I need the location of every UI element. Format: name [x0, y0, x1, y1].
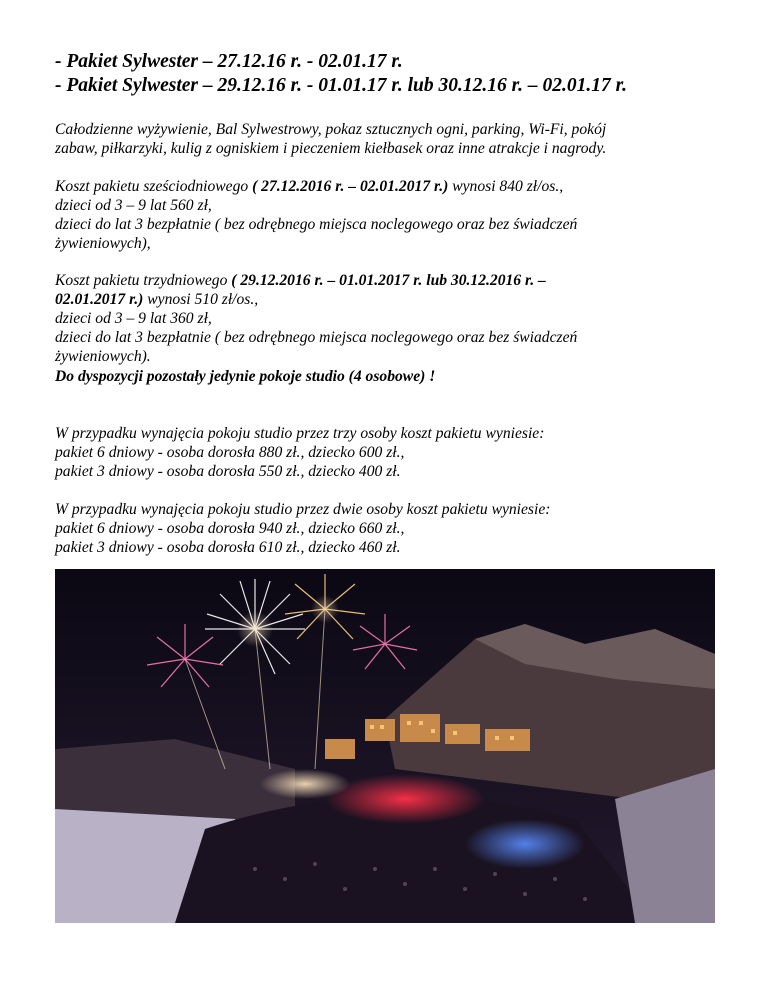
three-day-free-children-cont: żywieniowych). — [55, 348, 151, 365]
two-people-intro: W przypadku wynajęcia pokoju studio przez dwie osoby koszt pakietu wyniesie: — [55, 501, 551, 518]
three-day-package-paragraph — [55, 271, 735, 366]
six-day-package-paragraph — [55, 177, 735, 253]
two-people-pricing — [55, 500, 735, 557]
three-day-prefix: Koszt pakietu trzydniowego — [55, 272, 232, 289]
amenities-paragraph — [55, 120, 735, 158]
amenities-line: Całodzienne wyżywienie, Bal Sylwestrowy, pokaz sztucznych ogni, parking, Wi-Fi, pokój — [55, 121, 607, 138]
six-day-free-children-cont: żywieniowych), — [55, 235, 151, 252]
three-people-pricing — [55, 424, 735, 481]
six-day-price: wynosi 840 zł/os., — [448, 178, 564, 195]
availability-notice: Do dyspozycji pozostały jedynie pokoje studio (4 osobowe) ! — [55, 368, 436, 385]
three-day-dates: ( 29.12.2016 r. – 01.01.2017 r. lub 30.12.2016 r. – — [231, 272, 546, 289]
fireworks-photo-svg — [55, 569, 715, 923]
three-day-price-line-2 — [55, 290, 735, 309]
amenities-line: zabaw, piłkarzyki, kulig z ogniskiem i pieczeniem kiełbasek oraz inne atrakcje i nagrody. — [55, 140, 607, 157]
two-people-six-day: pakiet 6 dniowy - osoba dorosła 940 zł., dziecko 660 zł., — [55, 520, 405, 537]
package-title-1: - Pakiet Sylwester – 27.12.16 r. - 02.01.17 r. — [55, 51, 403, 72]
two-people-three-day: pakiet 3 dniowy - osoba dorosła 610 zł., dziecko 460 zł. — [55, 539, 401, 556]
package-title-2: - Pakiet Sylwester – 29.12.16 r. - 01.01.17 r. lub 30.12.16 r. – 02.01.17 r. — [55, 75, 628, 96]
six-day-dates: ( 27.12.2016 r. – 02.01.2017 r.) — [252, 178, 449, 195]
three-day-price-line — [55, 271, 735, 290]
six-day-free-children: dzieci do lat 3 bezpłatnie ( bez odrębnego miejsca noclegowego oraz bez świadczeń — [55, 216, 578, 233]
three-people-three-day: pakiet 3 dniowy - osoba dorosła 550 zł., dziecko 400 zł. — [55, 463, 401, 480]
fireworks-photo — [55, 569, 715, 923]
three-day-dates-cont: 02.01.2017 r.) — [55, 291, 144, 308]
three-day-free-children: dzieci do lat 3 bezpłatnie ( bez odrębnego miejsca noclegowego oraz bez świadczeń — [55, 329, 578, 346]
three-people-intro: W przypadku wynajęcia pokoju studio przez trzy osoby koszt pakietu wyniesie: — [55, 425, 545, 442]
six-day-price-line — [55, 177, 735, 196]
six-day-prefix: Koszt pakietu sześciodniowego — [55, 178, 253, 195]
three-day-price: wynosi 510 zł/os., — [143, 291, 259, 308]
six-day-children-price: dzieci od 3 – 9 lat 560 zł, — [55, 197, 212, 214]
three-people-six-day: pakiet 6 dniowy - osoba dorosła 880 zł., dziecko 600 zł., — [55, 444, 405, 461]
three-day-children-price: dzieci od 3 – 9 lat 360 zł, — [55, 310, 212, 327]
